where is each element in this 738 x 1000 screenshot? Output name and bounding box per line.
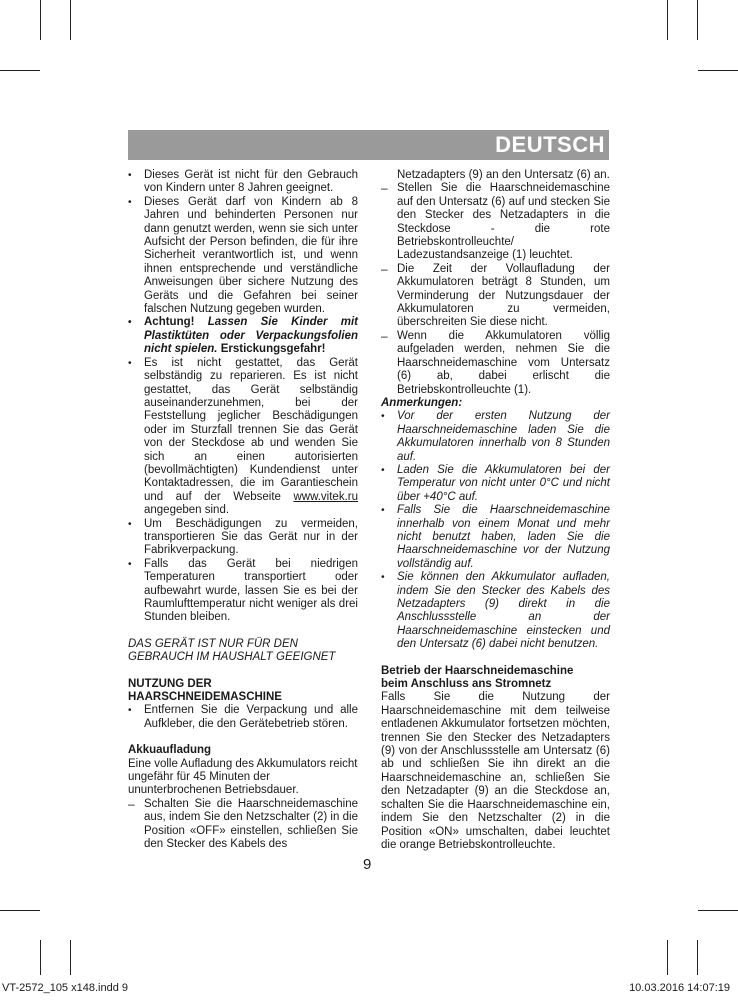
section-heading-mains-2: beim Anschluss ans Stromnetz bbox=[381, 678, 552, 691]
dash-icon: – bbox=[128, 796, 135, 811]
note-item bbox=[381, 410, 610, 464]
note-item bbox=[381, 464, 610, 504]
section-heading-charging: Akkuaufladung bbox=[128, 744, 212, 757]
step-item bbox=[381, 263, 610, 330]
list-item-text: Um Beschädigungen zu vermeiden, transportieren Sie das Gerät nur in der Fabrikverpackung. bbox=[144, 517, 358, 557]
bullet-icon: • bbox=[381, 572, 385, 584]
bullet-icon: • bbox=[128, 196, 132, 208]
repair-text: Es ist nicht gestattet, das Gerät selbständig zu reparieren. Es ist nicht gestattet, das Gerät selbständig auseinanderzunehmen, bei der Feststellung jeglicher Beschädigungen oder im Sturzfall trennen Sie das Gerät von der Steckdose ab und wenden Sie sich an einen autorisierten (bevollmächtigten) Kundendienst unter Kontaktadressen, die im Garantieschein und auf der Webseite bbox=[144, 356, 358, 503]
list-item-text: Dieses Gerät darf von Kindern ab 8 Jahren und behinderten Personen nur dann genutzt werden, wenn sie sich unter Aufsicht der Person befinden, die für ihre Sicherheit verantwortlich ist, und wenn ihnen entsprechende und verständliche Anweisungen über sichere Nutzung des Geräts und die Gefahren bei seiner falschen Nutzung gegeben wurden. bbox=[144, 195, 358, 316]
note-item bbox=[381, 571, 610, 651]
crop-mark bbox=[40, 0, 41, 40]
warning-emphasis: Erstickungsgefahr! bbox=[220, 343, 326, 356]
note-text: Vor der ersten Nutzung der Haarschneidemaschine laden Sie die Akkumulatoren innerhalb von 8 Stunden auf. bbox=[397, 410, 610, 463]
step-text: Schalten Sie die Haarschneidemaschine aus, indem Sie den Netzschalter (2) in die Position «OFF» einstellen, schließen Sie den Stecker des Kabels des bbox=[144, 797, 358, 851]
crop-mark bbox=[698, 70, 738, 71]
footer-file: VT-2572_105 x148.indd 9 bbox=[2, 982, 128, 994]
list-item bbox=[128, 357, 358, 518]
step-text: Die Zeit der Vollaufladung der Akkumulatoren beträgt 8 Stunden, um Verminderung der Nutzungsdauer der Akkumulatoren zu vermeiden, überschreiten Sie diese nicht. bbox=[397, 262, 610, 329]
section-heading-usage: NUTZUNG DER bbox=[128, 677, 212, 690]
list-item bbox=[128, 704, 358, 731]
note-item bbox=[381, 504, 610, 571]
crop-mark bbox=[667, 0, 668, 40]
bullet-icon: • bbox=[381, 464, 385, 476]
crop-mark bbox=[697, 0, 698, 40]
step-continued bbox=[381, 169, 610, 182]
mains-text: Falls Sie die Nutzung der Haarschneidemaschine mit dem teilweise entladenen Akkumulator fortsetzen möchten, trennen Sie den Stecker des Netzadapters (9) von der Anschlussstelle am Untersatz (6) ab und schließen Sie ihn direkt an die Haarschneidemaschine an, schließen Sie den Netzadapter (9) an die Steckdose an, schalten Sie die Haarschneidemaschine ein, indem Sie den Netzschalter (2) in die Position «ON» umschalten, dabei leuchtet die orange Betriebskontrolleuchte. bbox=[381, 691, 610, 851]
section-heading-usage-2: HAARSCHNEIDEMASCHINE bbox=[128, 691, 282, 704]
bullet-icon: • bbox=[128, 518, 132, 530]
footer-date: 10.03.2016 14:07:19 bbox=[629, 982, 730, 994]
crop-mark bbox=[70, 940, 71, 975]
crop-mark bbox=[70, 0, 71, 40]
bullet-icon: • bbox=[128, 558, 132, 570]
list-item bbox=[128, 196, 358, 317]
bullet-icon: • bbox=[128, 705, 132, 717]
repair-text-end: angegeben sind. bbox=[144, 504, 230, 517]
bullet-icon: • bbox=[381, 411, 385, 423]
crop-mark bbox=[0, 70, 40, 71]
step-text: Netzadapters (9) an den Untersatz (6) an. bbox=[397, 169, 610, 181]
crop-mark bbox=[0, 910, 40, 911]
bullet-icon: • bbox=[128, 357, 132, 369]
right-column bbox=[381, 169, 610, 852]
bullet-icon: • bbox=[381, 505, 385, 517]
charging-intro: Eine volle Aufladung des Akkumulators reicht ungefähr für 45 Minuten der ununterbrochenen Betriebsdauer. bbox=[128, 757, 358, 797]
notes-heading: Anmerkungen: bbox=[381, 396, 463, 409]
website-link[interactable]: www.vitek.ru bbox=[293, 490, 358, 503]
step-text: Wenn die Akkumulatoren völlig aufgeladen werden, nehmen Sie die Haarschneidemaschine vom Untersatz (6) ab, dabei erlischt die Betriebskontrolleuchte (1). bbox=[397, 329, 610, 396]
step-item bbox=[381, 330, 610, 397]
household-notice: DAS GERÄT IST NUR FÜR DEN GEBRAUCH IM HAUSHALT GEEIGNET bbox=[128, 637, 336, 664]
list-item bbox=[128, 558, 358, 625]
bullet-icon: • bbox=[128, 170, 132, 181]
step-item bbox=[381, 182, 610, 262]
list-item-text: Entfernen Sie die Verpackung und alle Aufkleber, die den Gerätebetrieb stören. bbox=[144, 704, 358, 730]
language-header-bar bbox=[128, 130, 609, 160]
step-text: Stellen Sie die Haarschneidemaschine auf den Untersatz (6) auf und stecken Sie den Stecker des Netzadapters in die Steckdose - die rote Betriebskontrolleuchte/ Ladezustandsanzeige (1) leuchtet. bbox=[397, 182, 610, 262]
crop-mark bbox=[698, 910, 738, 911]
step-item bbox=[128, 798, 358, 852]
list-item bbox=[128, 169, 358, 196]
crop-mark bbox=[697, 940, 698, 975]
list-item-text: Dieses Gerät ist nicht für den Gebrauch von Kindern unter 8 Jahren geeignet. bbox=[144, 169, 358, 195]
note-text: Sie können den Akkumulator aufladen, indem Sie den Stecker des Kabels des Netzadapters (9) direkt in die Anschlussstelle an der Haarschneidemaschine einstecken und den Untersatz (6) dabei nicht benutzen. bbox=[397, 571, 610, 651]
note-text: Laden Sie die Akkumulatoren bei der Temperatur von nicht unter 0°C und nicht über +40°C auf. bbox=[397, 463, 610, 503]
bullet-icon: • bbox=[128, 317, 132, 329]
crop-mark bbox=[667, 940, 668, 975]
dash-icon: – bbox=[381, 181, 388, 196]
list-item-text: Falls das Gerät bei niedrigen Temperaturen transportiert oder aufbewahrt wurde, lassen Sie es bei der Raumlufttemperatur nicht weniger als drei Stunden bleiben. bbox=[144, 557, 358, 624]
list-item bbox=[128, 518, 358, 558]
warning-text: Lassen Sie Kinder mit Plastiktüten oder Verpackungsfolien nicht spielen. bbox=[144, 316, 358, 356]
dash-icon: – bbox=[381, 261, 388, 276]
warning-item bbox=[128, 316, 358, 356]
warning-label: Achtung! bbox=[144, 316, 195, 329]
crop-mark bbox=[40, 940, 41, 975]
left-column bbox=[128, 169, 358, 852]
language-title: DEUTSCH bbox=[495, 132, 605, 157]
note-text: Falls Sie die Haarschneidemaschine innerhalb von einem Monat und mehr nicht benutzt haben, laden Sie die Haarschneidemaschine vor der Nutzung vollständig auf. bbox=[397, 504, 610, 570]
section-heading-mains: Betrieb der Haarschneidemaschine bbox=[381, 664, 574, 677]
page-number: 9 bbox=[363, 856, 372, 873]
dash-icon: – bbox=[381, 328, 388, 343]
